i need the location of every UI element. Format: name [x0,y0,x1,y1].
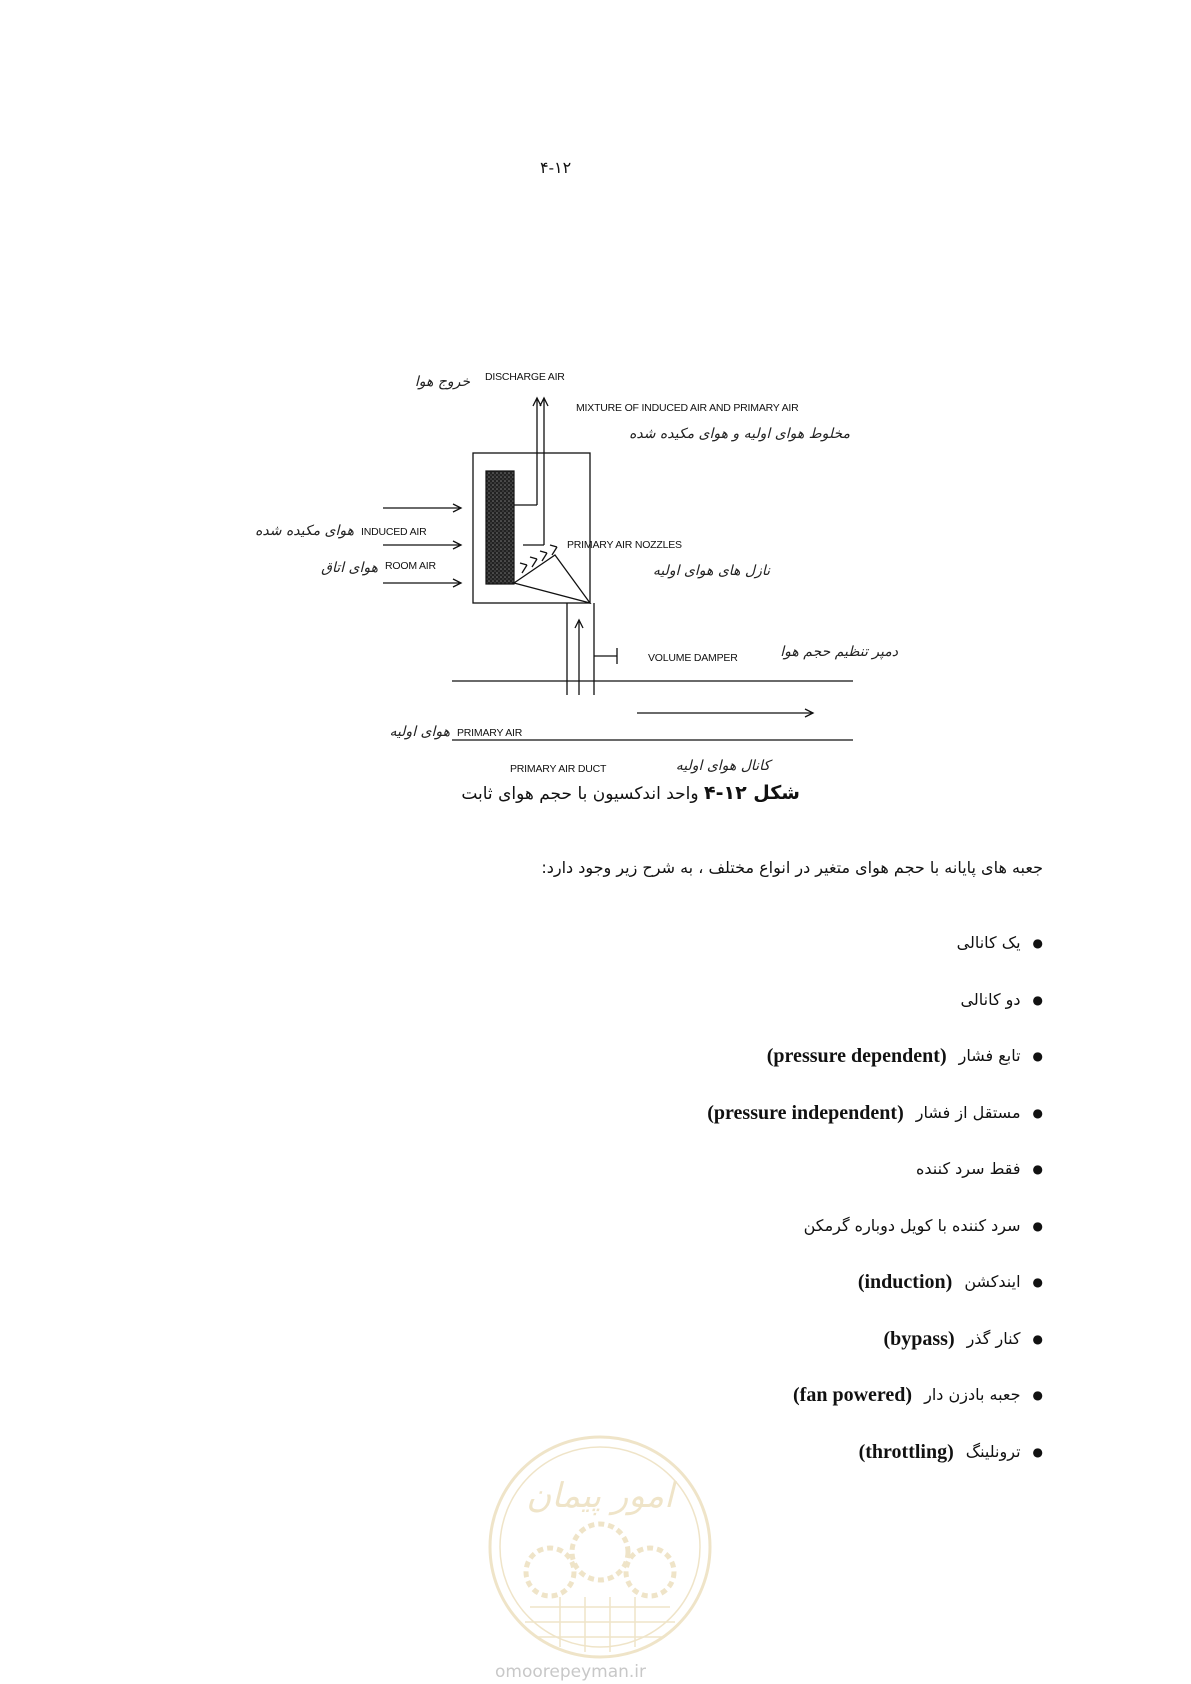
list-item: ● ایندکشن (induction) [857,1271,1043,1293]
induced-air-label-fa: هوای مکیده شده [255,523,354,539]
volume-damper-label: VOLUME DAMPER [648,652,738,664]
room-air-label: ROOM AIR [385,560,436,572]
duct-label-fa: کانال هوای اولیه [675,758,770,774]
discharge-air-label: DISCHARGE AIR [485,371,565,383]
list-item: ● ترونلینگ (throttling) [858,1440,1043,1463]
figure-caption [0,782,800,804]
mixture-label-fa: مخلوط هوای اولیه و هوای مکیده شده [629,426,850,442]
discharge-air-label-fa: خروج هوا [414,374,470,390]
bullet-icon: ● [1032,1388,1043,1402]
list-item: ● یک کانالی [956,933,1043,952]
room-air-label-fa: هوای اتاق [321,560,378,576]
list-item: ● تابع فشار (pressure dependent) [766,1045,1043,1067]
volume-damper-label-fa: دمپر تنظیم حجم هوا [780,644,898,660]
bullet-icon: ● [1032,1049,1043,1063]
duct-label: PRIMARY AIR DUCT [510,763,607,775]
bullet-icon: ● [1032,1162,1043,1176]
bullet-icon: ● [1032,936,1043,950]
figure-label: شکل ۱۲-۴ [703,782,800,804]
list-item: ● جعبه بادزن دار (fan powered) [793,1384,1043,1406]
list-item: ● کنار گذر (bypass) [883,1327,1043,1350]
nozzle-plenum [514,555,590,603]
induced-air-label: INDUCED AIR [361,526,427,538]
bullet-icon: ● [1032,1105,1043,1120]
primary-air-label: PRIMARY AIR [457,727,523,739]
watermark-site: omoorepeyman.ir [495,1662,647,1682]
list-item: ● مستقل از فشار (pressure independent) [707,1101,1043,1124]
heating-coil [486,471,514,584]
vav-types-list [143,933,1043,1498]
list-item: ● فقط سرد کننده [916,1159,1043,1178]
induction-unit-diagram [0,0,1191,800]
bullet-icon: ● [1032,1331,1043,1346]
page-number: ۴-۱۲ [540,158,572,177]
mixture-label: MIXTURE OF INDUCED AIR AND PRIMARY AIR [576,402,799,414]
nozzles-label: PRIMARY AIR NOZZLES [567,539,682,551]
nozzles-label-fa: نازل های هوای اولیه [652,563,770,579]
primary-air-label-fa: هوای اولیه [389,724,450,740]
bullet-icon: ● [1032,992,1043,1007]
list-item: ● سرد کننده با کویل دوباره گرمکن [803,1215,1043,1235]
watermark-logo [485,1432,715,1662]
intro-paragraph: جعبه های پایانه با حجم هوای متغیر در انواع مختلف ، به شرح زیر وجود دارد: [541,858,1043,877]
watermark-logo-text: امور پیمان [526,1476,674,1516]
bullet-icon: ● [1032,1275,1043,1289]
bullet-icon: ● [1032,1444,1043,1459]
bullet-icon: ● [1032,1218,1043,1233]
list-item: ● دو کانالی [960,989,1043,1009]
figure-title: واحد اندکسیون با حجم هوای ثابت [461,784,699,804]
